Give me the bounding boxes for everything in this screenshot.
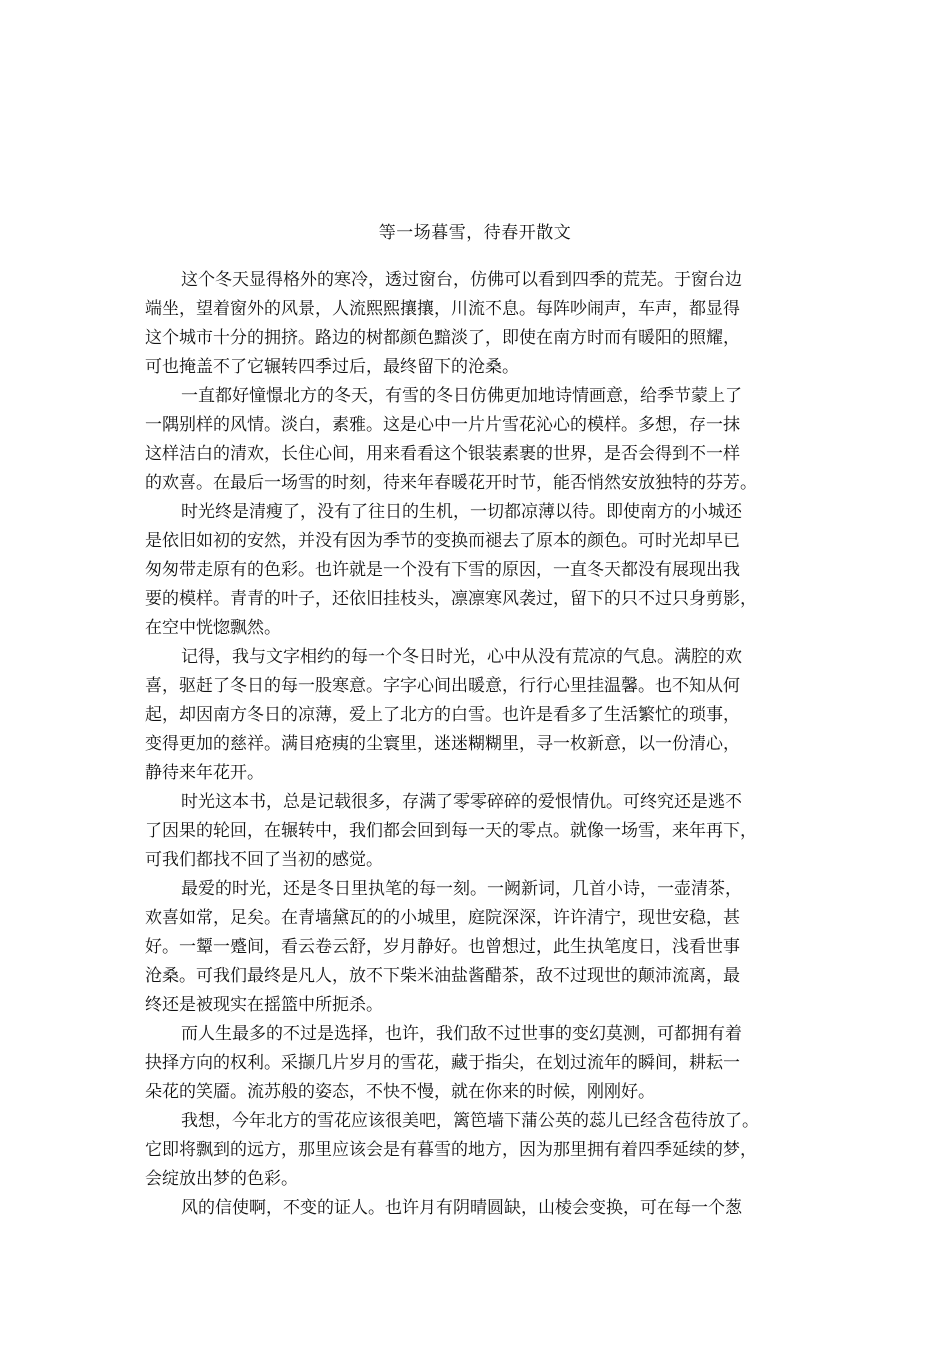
document-title: 等一场暮雪，待春开散文 (378, 223, 572, 243)
text-line: 欢喜如常，足矣。在青墙黛瓦的的小城里，庭院深深，许许清宁，现世安稳，甚 (145, 908, 740, 928)
text-line: 抉择方向的权利。采撷几片岁月的雪花，藏于指尖，在划过流年的瞬间，耕耘一 (145, 1053, 740, 1073)
text-line: 端坐，望着窗外的风景，人流熙熙攘攘，川流不息。每阵吵闹声，车声，都显得 (145, 299, 740, 319)
text-line: 我想，今年北方的雪花应该很美吧，篱笆墙下蒲公英的蕊儿已经含苞待放了。 (181, 1111, 759, 1131)
text-line: 变得更加的慈祥。满目疮痍的尘寰里，迷迷糊糊里，寻一枚新意，以一份清心， (145, 734, 740, 754)
text-line: 好。一颦一蹙间，看云卷云舒，岁月静好。也曾想过，此生执笔度日，浅看世事 (145, 937, 740, 957)
text-line: 风的信使啊，不变的证人。也许月有阴晴圆缺，山棱会变换，可在每一个葱 (181, 1198, 742, 1218)
text-line: 而人生最多的不过是选择，也许，我们敌不过世事的变幻莫测，可都拥有着 (181, 1024, 742, 1044)
text-line: 一隅别样的风情。淡白，素雅。这是心中一片片雪花沁心的模样。多想，存一抹 (145, 415, 740, 435)
text-line: 这样洁白的清欢，长住心间，用来看看这个银装素裹的世界，是否会得到不一样 (145, 444, 740, 464)
text-line: 会绽放出梦的色彩。 (145, 1169, 298, 1189)
text-line: 起，却因南方冬日的凉薄，爱上了北方的白雪。也许是看多了生活繁忙的琐事， (145, 705, 740, 725)
text-line: 终还是被现实在摇篮中所扼杀。 (145, 995, 383, 1015)
text-line: 这个冬天显得格外的寒冷，透过窗台，仿佛可以看到四季的荒芜。于窗台边 (181, 270, 742, 290)
text-line: 记得，我与文字相约的每一个冬日时光，心中从没有荒凉的气息。满腔的欢 (181, 647, 742, 667)
text-line: 可也掩盖不了它辗转四季过后，最终留下的沧桑。 (145, 357, 519, 377)
text-line: 它即将飘到的远方，那里应该会是有暮雪的地方，因为那里拥有着四季延续的梦， (145, 1140, 757, 1160)
text-line: 了因果的轮回，在辗转中，我们都会回到每一天的零点。就像一场雪，来年再下， (145, 821, 757, 841)
text-line: 在空中恍惚飘然。 (145, 618, 281, 638)
text-line: 时光这本书，总是记载很多，存满了零零碎碎的爱恨情仇。可终究还是逃不 (181, 792, 742, 812)
text-line: 一直都好憧憬北方的冬天，有雪的冬日仿佛更加地诗情画意，给季节蒙上了 (181, 386, 742, 406)
text-line: 最爱的时光，还是冬日里执笔的每一刻。一阙新词，几首小诗，一壶清茶， (181, 879, 742, 899)
text-line: 时光终是清瘦了，没有了往日的生机，一切都凉薄以待。即使南方的小城还 (181, 502, 742, 522)
text-line: 朵花的笑靥。流苏般的姿态，不快不慢，就在你来的时候，刚刚好。 (145, 1082, 655, 1102)
text-line: 可我们都找不回了当初的感觉。 (145, 850, 383, 870)
text-line: 匆匆带走原有的色彩。也许就是一个没有下雪的原因，一直冬天都没有展现出我 (145, 560, 740, 580)
text-line: 的欢喜。在最后一场雪的时刻，待来年春暖花开时节，能否悄然安放独特的芬芳。 (145, 473, 757, 493)
text-line: 喜，驱赶了冬日的每一股寒意。字字心间出暖意，行行心里挂温馨。也不知从何 (145, 676, 740, 696)
document-body (145, 266, 815, 1223)
text-line: 是依旧如初的安然，并没有因为季节的变换而褪去了原本的颜色。可时光却早已 (145, 531, 740, 551)
text-line: 沧桑。可我们最终是凡人，放不下柴米油盐酱醋茶，敌不过现世的颠沛流离，最 (145, 966, 740, 986)
text-line: 要的模样。青青的叶子，还依旧挂枝头，凛凛寒风袭过，留下的只不过只身剪影， (145, 589, 757, 609)
text-line: 这个城市十分的拥挤。路边的树都颜色黯淡了，即使在南方时而有暖阳的照耀， (145, 328, 740, 348)
text-line: 静待来年花开。 (145, 763, 264, 783)
